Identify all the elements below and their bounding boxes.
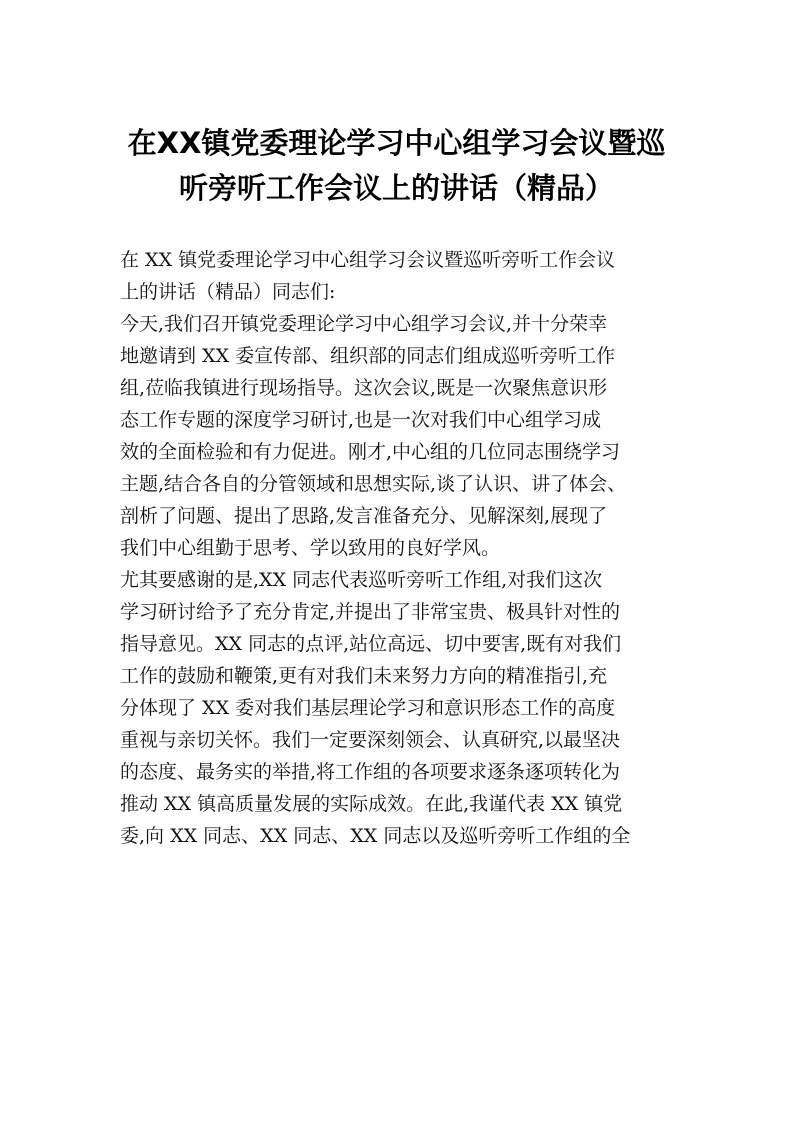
body-line: 剖析了问题、提出了思路,发言准备充分、见解深刻,展现了: [120, 505, 608, 527]
body-line: 主题,结合各自的分管领域和思想实际,谈了认识、讲了体会、: [120, 473, 627, 495]
body-line: 上的讲话（精品）同志们:: [120, 281, 336, 303]
body-line: 组,莅临我镇进行现场指导。这次会议,既是一次聚焦意识形: [120, 377, 608, 399]
document-body: [120, 244, 680, 852]
body-line: 工作的鼓励和鞭策,更有对我们未来努力方向的精准指引,充: [120, 665, 608, 687]
body-line: 态工作专题的深度学习研讨,也是一次对我们中心组学习成: [120, 409, 602, 431]
body-line: 我们中心组勤于思考、学以致用的良好学风。: [120, 537, 501, 559]
body-line: 指导意见。XX 同志的点评,站位高远、切中要害,既有对我们: [120, 633, 622, 655]
body-line: 今天,我们召开镇党委理论学习中心组学习会议,并十分荣幸: [120, 313, 608, 335]
body-line: 学习研讨给予了充分肯定,并提出了非常宝贵、极具针对性的: [120, 601, 621, 623]
document-title-line-2: 听旁听工作会议上的讲话（精品）: [178, 171, 614, 205]
body-line: 的态度、最务实的举措,将工作组的各项要求逐条逐项转化为: [120, 761, 621, 783]
body-line: 地邀请到 XX 委宣传部、组织部的同志们组成巡听旁听工作: [120, 345, 616, 367]
document-title-line-1: 在XX镇党委理论学习中心组学习会议暨巡: [127, 126, 666, 160]
body-line: 推动 XX 镇高质量发展的实际成效。在此,我谨代表 XX 镇党: [120, 793, 623, 815]
body-line: 委,向 XX 同志、XX 同志、XX 同志以及巡听旁听工作组的全: [120, 825, 631, 847]
body-line: 分体现了 XX 委对我们基层理论学习和意识形态工作的高度: [120, 697, 616, 719]
body-line: 在 XX 镇党委理论学习中心组学习会议暨巡听旁听工作会议: [120, 249, 616, 271]
body-line: 效的全面检验和有力促进。刚才,中心组的几位同志围绕学习: [120, 441, 621, 463]
body-line: 尤其要感谢的是,XX 同志代表巡听旁听工作组,对我们这次: [120, 569, 603, 591]
body-line: 重视与亲切关怀。我们一定要深刻领会、认真研究,以最坚决: [120, 729, 621, 751]
